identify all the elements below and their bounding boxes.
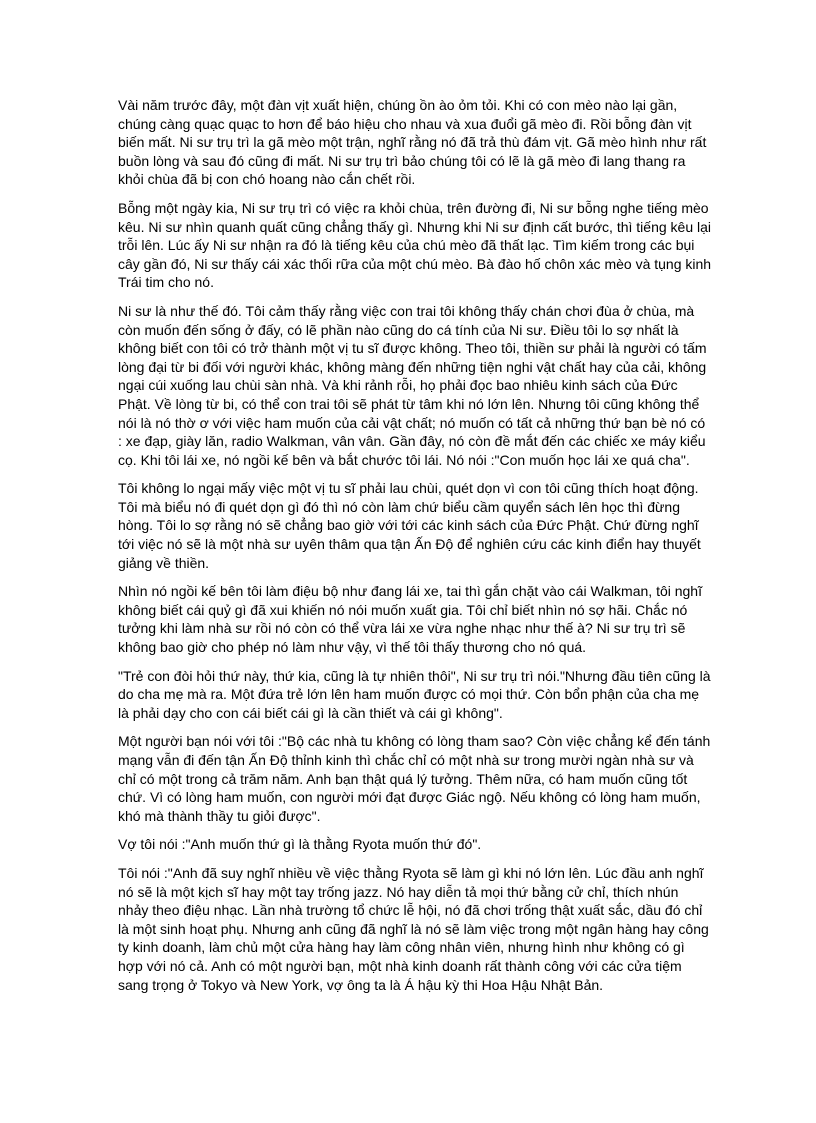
paragraph-1: Vài năm trước đây, một đàn vịt xuất hiện, chúng ồn ào ỏm tỏi. Khi có con mèo nào lại gần, chúng càng quạc quạc to hơn để báo hiệu cho nhau và xua đuổi gã mèo đi. Rồi bỗng đàn vịt biến mất. Ni sư trụ trì la gã mèo một trận, nghĩ rằng nó đã trả thù đám vịt. Gã mèo hình như rất buồn lòng và sau đó cũng đi mất. Ni sư trụ trì bảo chúng tôi có lẽ là gã mèo đi lang thang ra khỏi chùa đã bị con chó hoang nào cắn chết rồi.	[118, 97, 707, 188]
paragraph-4: Tôi không lo ngại mấy việc một vị tu sĩ phải lau chùi, quét dọn vì con tôi cũng thích hoạt động. Tôi mà biểu nó đi quét dọn gì đó thì nó còn làm chứ biểu cầm quyển sách lên học thì đừng hòng. Tôi lo sợ rằng nó sẽ chẳng bao giờ với tới các kinh sách của Đức Phật. Chứ đừng nghĩ tới việc nó sẽ là một nhà sư uyên thâm qua tận Ấn Độ để nghiên cứu các kinh điển hay thuyết giảng về thiền.	[118, 480, 701, 571]
paragraph-8: Vợ tôi nói :"Anh muốn thứ gì là thằng Ryota muốn thứ đó".	[118, 836, 482, 853]
paragraph-6: "Trẻ con đòi hỏi thứ này, thứ kia, cũng là tự nhiên thôi", Ni sư trụ trì nói."Nhưng đầu tiên cũng là do cha mẹ mà ra. Một đứa trẻ lớn lên ham muốn được có mọi thứ. Còn bổn phận của cha mẹ là phải dạy cho con cái biết cái gì là cần thiết và cái gì không".	[118, 667, 711, 721]
paragraph-7: Một người bạn nói với tôi :"Bộ các nhà tu không có lòng tham sao? Còn việc chẳng kể đến tánh mạng vẫn đi đến tận Ấn Độ thỉnh kinh thì chắc chỉ có một nhà sư trong mười ngàn nhà sư và chỉ có một trong cả trăm năm. Anh bạn thật quá lý tưởng. Thêm nữa, có ham muốn cũng tốt chứ. Vì có lòng ham muốn, con người mới đạt được Giác ngộ. Nếu không có lòng ham muốn, khó mà thành thầy tu giỏi được".	[118, 733, 711, 824]
document-page	[118, 96, 712, 1004]
paragraph-9: Tôi nói :"Anh đã suy nghĩ nhiều về việc thằng Ryota sẽ làm gì khi nó lớn lên. Lúc đầu anh nghĩ nó sẽ là một kịch sĩ hay một tay trống jazz. Nó hay diễn tả mọi thứ bằng cử chỉ, thích nhún nhảy theo điệu nhạc. Lần nhà trường tổ chức lễ hội, nó đã chơi trống thật xuất sắc, dầu đó chỉ là một sinh hoạt phụ. Nhưng anh cũng đã nghĩ là nó sẽ làm việc trong một ngân hàng hay công ty kinh doanh, làm chủ một cửa hàng hay làm công nhân viên, nhưng hình như không có gì hợp với nó cả. Anh có một người bạn, một nhà kinh doanh rất thành công với các cửa tiệm sang trọng ở Tokyo và New York, vợ ông ta là Á hậu kỳ thi Hoa Hậu Nhật Bản.	[118, 864, 709, 993]
paragraph-2: Bỗng một ngày kia, Ni sư trụ trì có việc ra khỏi chùa, trên đường đi, Ni sư bỗng nghe tiếng mèo kêu. Ni sư nhìn quanh quất cũng chẳng thấy gì. Nhưng khi Ni sư định cất bước, thì tiếng kêu lại trỗi lên. Lúc ấy Ni sư nhận ra đó là tiếng kêu của chú mèo đã thất lạc. Tìm kiếm trong các bụi cây gần đó, Ni sư thấy cái xác thối rữa của một chú mèo. Bà đào hố chôn xác mèo và tụng kinh Trái tim cho nó.	[118, 199, 712, 291]
paragraph-5: Nhìn nó ngồi kế bên tôi làm điệu bộ như đang lái xe, tai thì gắn chặt vào cái Walkman, tôi nghĩ không biết cái quỷ gì đã xui khiến nó nói muốn xuất gia. Tôi chỉ biết nhìn nó sợ hãi. Chắc nó tưởng khi làm nhà sư rồi nó còn có thể vừa lái xe vừa nghe nhạc như thế à? Ni sư trụ trì sẽ không bao giờ cho phép nó làm như vậy, vì thế tôi thấy thương cho nó quá.	[118, 583, 702, 656]
paragraph-3: Ni sư là như thế đó. Tôi cảm thấy rằng việc con trai tôi không thấy chán chơi đùa ở chùa, mà còn muốn đến sống ở đấy, có lẽ phần nào cũng do cá tính của Ni sư. Điều tôi lo sợ nhất là không biết con tôi có trở thành một vị tu sĩ được không. Theo tôi, thiền sư phải là người có tấm lòng đại từ bi đối với người khác, không màng đến những tiện nghi vật chất hay của cải, không ngại cúi xuống lau chùi sàn nhà. Và khi rảnh rỗi, họ phải đọc bao nhiêu kinh sách của Đức Phật. Về lòng từ bi, có thể con trai tôi sẽ phát từ tâm khi nó lớn lên. Nhưng tôi cũng không thể nói là nó thờ ơ với việc ham muốn của cải vật chất; nó muốn có tất cả những thứ bạn bè nó có : xe đạp, giày lăn, radio Walkman, vân vân. Gần đây, nó còn đề mắt đến các chiếc xe máy kiểu cọ. Khi tôi lái xe, nó ngồi kế bên và bắt chước tôi lái. Nó nói :"Con muốn học lái xe quá cha".	[118, 302, 707, 468]
